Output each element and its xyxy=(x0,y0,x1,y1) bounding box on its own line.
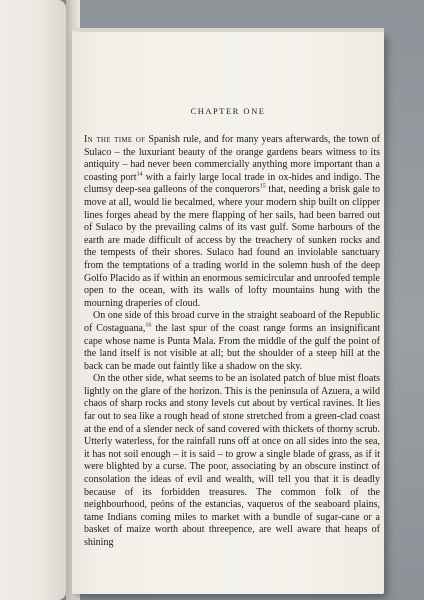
paragraph-text: On the other side, what seems to be an isolated patch of blue mist floats lightly on the glare of the horizon. This is the peninsula of Azuera, a wild chaos of sharp rocks and stony levels cut about by vertical ravines. It lies far out to sea like a rough head of stone stretched from a green-clad coast at the end of a slender neck of sand covered with thickets of thorny scrub. Utterly waterless, for the rainfall runs off at once on all sides into the sea, it has not soil enough – it is said – to grow a single blade of grass, as if it were blighted by a curse. The poor, associating by an obscure instinct of consolation the ideas of evil and wealth, will tell you that it is deadly because of its forbidden treasures. The common folk of the neighbourhood, peóns of the estancias, vaqueros of the seaboard plains, tame Indians coming miles to market with a bundle of sugar-cane or a basket of maize worth about threepence, are well aware that heaps of shining xyxy=(84,373,380,548)
paragraph-text: with a fairly large local trade in ox-hides and indigo. The clumsy deep-sea galleons of the conquerors xyxy=(84,171,380,196)
chapter-heading: CHAPTER ONE xyxy=(190,106,266,116)
book-page xyxy=(72,32,384,594)
paragraph-lead-in: In the time of xyxy=(84,134,146,145)
paragraph-2 xyxy=(84,310,380,373)
chapter-body xyxy=(84,134,380,550)
footnote-marker[interactable]: 14 xyxy=(136,171,143,178)
footnote-marker[interactable]: 15 xyxy=(259,184,266,191)
paragraph-1 xyxy=(84,134,380,310)
left-page xyxy=(0,0,66,600)
paragraph-3 xyxy=(84,373,380,549)
paragraph-text: On one side of this broad curve in the straight seaboard of the Republic of Costaguana, xyxy=(84,310,380,334)
paragraph-text: the last spur of the coast range forms an insignificant cape whose name is Punta Mala. From the middle of the gulf the point of the land itself is not visible at all; but the shoulder of a steep hill at the back can be made out faintly like a shadow on the sky. xyxy=(84,322,380,372)
footnote-marker[interactable]: 16 xyxy=(145,322,152,329)
paragraph-text: Spanish rule, and for many years afterwards, the town of Sulaco – the luxuriant beauty of the orange gardens bears witness to its antiquity – had never been commercially anything more important than a coasting port xyxy=(84,134,381,183)
paragraph-text: that, needing a brisk gale to move at all, would lie becalmed, where your modern ship built on clipper lines forges ahead by the mere flapping of her sails, had been barred out of Sulaco by the prevailing calms of its vast gulf. Some harbours of the earth are made difficult of access by the treachery of sunken rocks and the tempests of their shores. Sulaco had found an inviolable sanctuary from the temptations of a trading world in the solemn hush of the deep Golfo Placido as if within an enormous semicircular and unroofed temple open to the ocean, with its walls of lofty mountains hung with the mourning draperies of cloud. xyxy=(84,184,380,309)
